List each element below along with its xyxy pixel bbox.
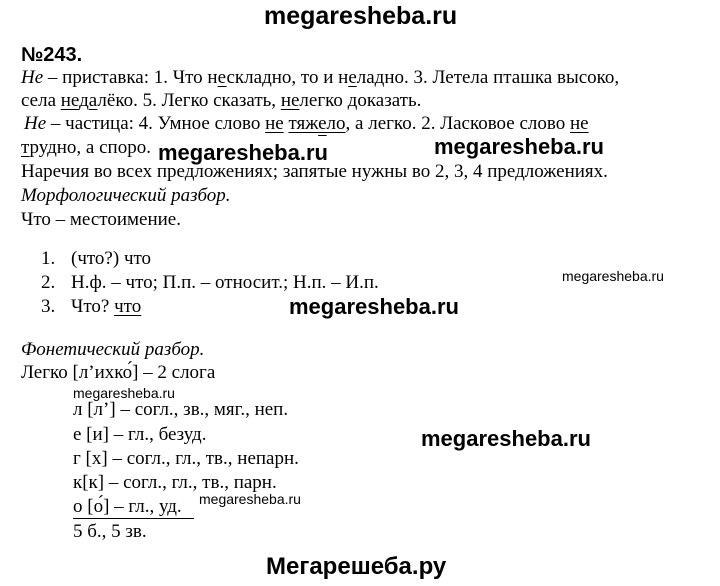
word-part-underlined: т bbox=[21, 137, 30, 158]
word-part: легко доказать. bbox=[299, 90, 422, 111]
phon-row-1: л [л’] – согл., зв., мяг., неп. bbox=[73, 399, 289, 420]
para2-line1 bbox=[24, 113, 589, 135]
word-part-underlined: е bbox=[217, 67, 227, 88]
watermark: megaresheba.ru bbox=[289, 294, 459, 319]
para1-text: – приставка: 1. Что bbox=[43, 67, 208, 88]
item-number: 3. bbox=[41, 296, 56, 317]
word-part-underlined: не bbox=[280, 90, 300, 111]
word-part-underlined: е bbox=[348, 67, 357, 88]
phon-row-3: г [х] – согл., гл., тв., непарн. bbox=[73, 448, 299, 469]
phon-row-6: 5 б., 5 зв. bbox=[73, 521, 147, 542]
item-text-underlined: что bbox=[114, 296, 142, 317]
para2-text: , а легко. 2. Ласковое слово bbox=[345, 113, 570, 134]
item-number: 2. bbox=[41, 272, 56, 293]
para2-text: – частица: 4. Умное слово bbox=[46, 113, 266, 134]
morph-subject: Что – местоимение. bbox=[21, 209, 181, 230]
phon-row-4: к[к] – согл., гл., тв., парн. bbox=[73, 472, 277, 493]
word-part-underlined: не bbox=[569, 113, 589, 134]
phon-heading: Фонетический разбор. bbox=[21, 339, 205, 360]
phon-row-5-text: о [о́] – гл., уд. bbox=[73, 496, 182, 517]
para1-line2 bbox=[21, 90, 421, 112]
word-part: рудно, а споро. bbox=[29, 137, 151, 158]
word-part-underlined: не bbox=[60, 90, 80, 111]
site-header: megaresheba.ru bbox=[264, 2, 458, 30]
morph-item-3 bbox=[41, 296, 141, 318]
word-part: лёко. 5. Легко сказать, bbox=[97, 90, 281, 111]
morph-item-1 bbox=[41, 248, 151, 270]
item-text: Н.ф. – что; П.п. – относит.; Н.п. – И.п. bbox=[71, 272, 379, 293]
watermark: megaresheba.ru bbox=[562, 268, 664, 284]
word-part: села bbox=[21, 90, 61, 111]
phon-divider bbox=[73, 518, 194, 519]
word-part: складно, то и bbox=[226, 67, 339, 88]
item-text: Что? bbox=[71, 296, 115, 317]
word-part: д bbox=[79, 90, 89, 111]
phon-row-2: е [и] – гл., безуд. bbox=[73, 424, 207, 445]
watermark: megaresheba.ru bbox=[73, 385, 175, 401]
word-part: ладно. 3. Летела пташка высоко, bbox=[356, 67, 620, 88]
para2-lead: Не bbox=[24, 113, 47, 134]
para2-line2 bbox=[21, 137, 151, 159]
watermark: megaresheba.ru bbox=[158, 140, 328, 165]
para1-lead: Не bbox=[21, 67, 44, 88]
word-part: н bbox=[338, 67, 349, 88]
word-part-underlined: а bbox=[88, 90, 98, 111]
phon-word: Легко [л’ихко́] – 2 слога bbox=[21, 362, 216, 383]
exercise-number: №243. bbox=[21, 44, 83, 66]
word-part-underlined: не bbox=[265, 113, 284, 134]
watermark: megaresheba.ru bbox=[421, 426, 591, 451]
para1-line1 bbox=[21, 67, 619, 89]
watermark: megaresheba.ru bbox=[434, 134, 604, 159]
para3: Наречия во всех предложениях; запятые нужны во 2, 3, 4 предложениях. bbox=[21, 161, 608, 182]
item-text: (что?) что bbox=[71, 248, 152, 269]
word-part-underlined: е bbox=[318, 113, 327, 134]
phon-row-5 bbox=[73, 496, 182, 518]
morph-item-2 bbox=[41, 272, 379, 294]
morph-heading: Морфологический разбор. bbox=[21, 185, 231, 206]
word-part: н bbox=[207, 67, 218, 88]
site-footer: Мегарешеба.ру bbox=[266, 553, 447, 580]
word-part-underlined: ло bbox=[326, 113, 346, 134]
watermark: megaresheba.ru bbox=[199, 491, 301, 507]
word-part-underlined: тяж bbox=[288, 113, 319, 134]
item-number: 1. bbox=[41, 248, 56, 269]
